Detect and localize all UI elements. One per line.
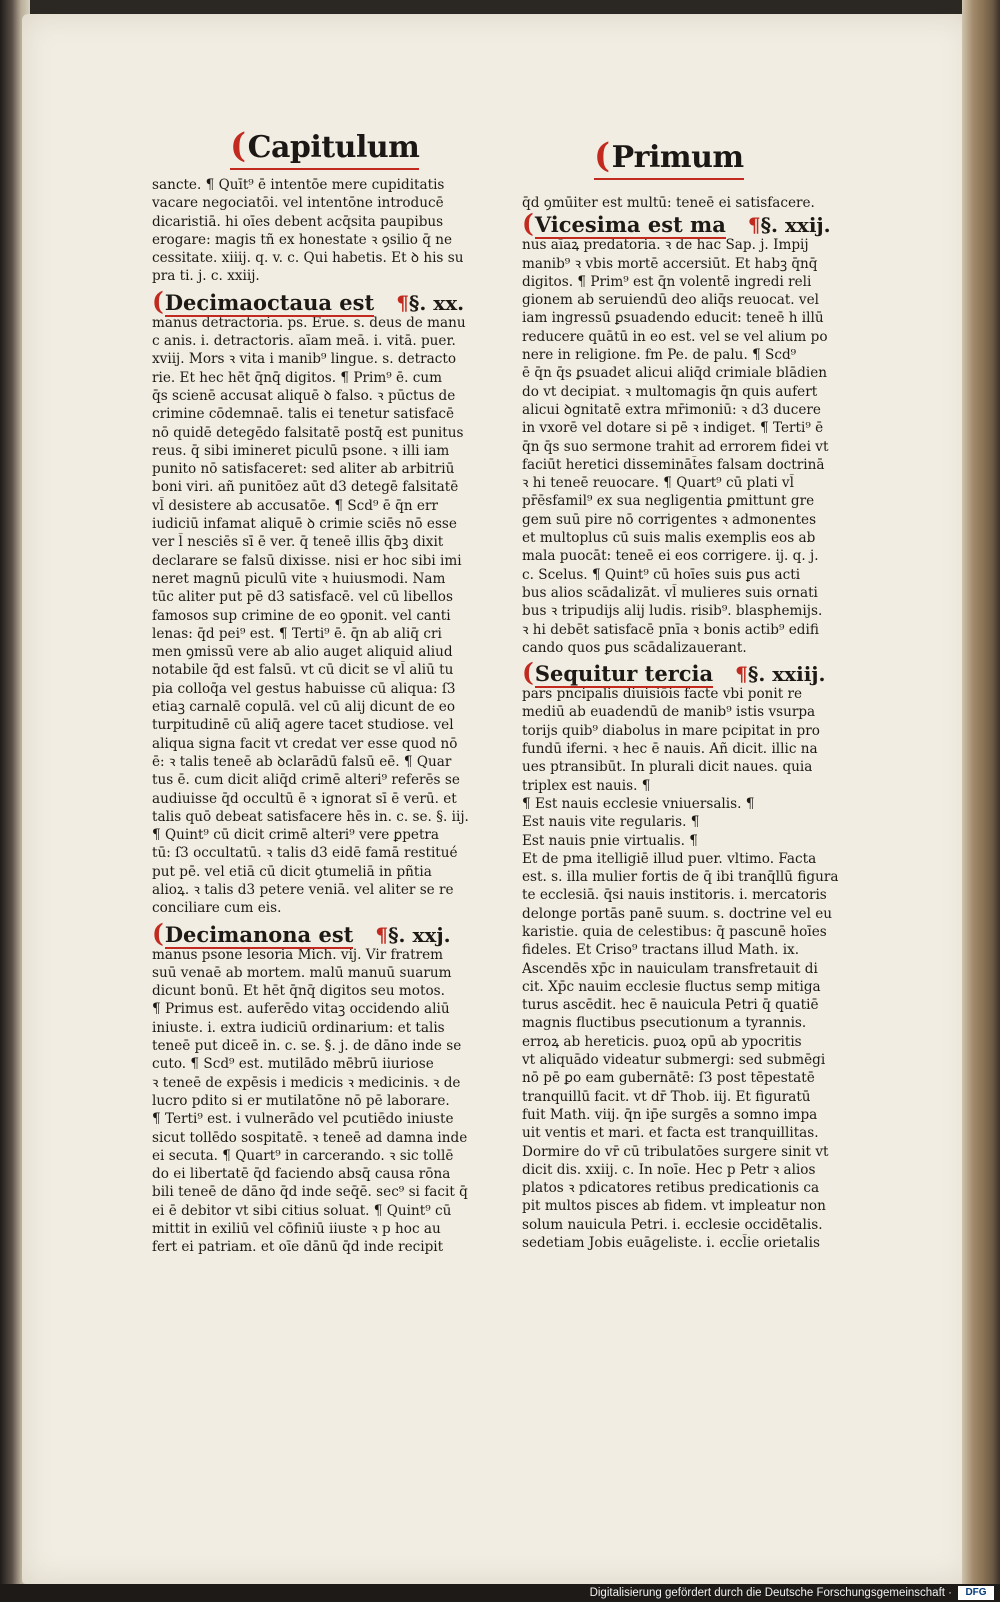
text-line: sedetiam Jobis euāgeliste. i. eccl̄ie orietalis <box>522 1235 820 1252</box>
text-line: manib⁹ ꝛ vbis mortē accersiūt. Et habꝫ q̄nq̄ <box>522 255 818 272</box>
text-line: ꝛ hi debēt satisfacē pnīa ꝛ bonis actib⁹ edifi <box>522 621 819 638</box>
text-line: faciūt heretici dissemināt̄es falsam doctrinā <box>522 456 825 473</box>
heading-title: Decimaoctaua est <box>164 289 375 315</box>
text-line: digitos. ¶ Prim⁹ est q̄n volentē ingredi reli <box>522 273 812 290</box>
text-line: men ꝯmissū vere ab alio auget aliquid aliud <box>152 644 453 661</box>
footer-bar <box>0 1584 1000 1602</box>
left-block-2 <box>152 314 472 918</box>
heading-title: Sequitur tercia <box>534 661 714 687</box>
text-line: karistie. quia de celestibus: q̄ pascunē hoīes <box>522 923 827 940</box>
text-line: famosos sup crimine de eo ꝯponit. vel canti <box>152 607 451 624</box>
paragraph-mark-icon: ¶ <box>747 213 761 238</box>
text-line: uit ventis et mari. et facta est tranquillitas. <box>522 1125 819 1142</box>
text-line: manus detractoria. ps. Erue. s. deus de manu <box>152 314 466 331</box>
text-line: manus psone lesoria Mich. vij. Vir fratrem <box>152 946 444 963</box>
text-line: vt aliquādo videatur submergi: sed submēgi <box>522 1052 826 1069</box>
section-heading <box>522 658 844 688</box>
text-line: pr̄ēsfamil⁹ ex sua negligentia ꝑmittunt gre <box>522 493 815 510</box>
text-line: q̄n q̄s suo sermone trahit ad errorem fidei vt <box>522 438 829 455</box>
header-left-title: Capitulum <box>247 130 420 165</box>
text-line: ꝛ hi teneē reuocare. ¶ Quart⁹ cū plati vl̄ <box>522 475 794 492</box>
text-line: erogare: magis tñ ex honestate ꝛ ꝯsilio q̄ ne <box>152 231 453 248</box>
footer-credit: Digitalisierung gefördert durch die Deutsche Forschungsgemeinschaft · <box>589 1587 952 1599</box>
text-line: rie. Et hec hēt q̄nq̄ digitos. ¶ Prim⁹ ē. cum <box>152 369 442 386</box>
section-heading <box>152 286 472 316</box>
section-number: §. xxiij. <box>747 662 826 687</box>
text-line: in vxorē vel dotare si pē ꝛ indiget. ¶ Terti⁹ ē <box>522 420 824 437</box>
text-line: ē: ꝛ talis teneē ab ꝺclarādū falsū eē. ¶ Quar <box>152 753 452 770</box>
text-line: nere in religione. fm Pe. de palu. ¶ Scd⁹ <box>522 347 797 364</box>
text-line: pra ti. j. c. xxiij. <box>152 268 260 285</box>
text-line: alioꝝ. ꝛ talis d3 petere veniā. vel aliter se re <box>152 881 454 898</box>
dfg-logo: DFG <box>958 1586 994 1600</box>
text-line: do vt decipiat. ꝛ multomagis q̄n quis aufert <box>522 383 818 400</box>
left-block-3 <box>152 946 472 1257</box>
text-line: notabile q̄d est falsū. vt cū dicit se vl̄ aliū tu <box>152 662 454 679</box>
text-line: cando quos ꝑus scādalizauerant. <box>522 639 747 656</box>
text-line: q̄d ꝯmūiter est multū: teneē ei satisfacere. <box>522 195 815 211</box>
text-line: Est nauis pnie virtualis. ¶ <box>522 832 698 849</box>
text-line: magnis fluctibus psecutionum a tyrannis. <box>522 1015 807 1032</box>
text-line: tūc aliter put pē d3 satisfacē. vel cū libellos <box>152 589 453 606</box>
text-line: ¶ Terti⁹ est. i vulnerādo vel pcutiēdo iniuste <box>152 1111 454 1128</box>
text-line: talis quō debeat satisfacere hēs in. c. se. §. iij. <box>152 808 469 825</box>
section-heading <box>152 918 472 948</box>
right-block-3 <box>522 685 844 1252</box>
text-line: ꝛ teneē de expēsis i medicis ꝛ medicinis. ꝛ de <box>152 1074 461 1091</box>
text-line: tranquillū facit. vt dr̄ Thob. iij. Et figuratū <box>522 1088 811 1105</box>
text-line: te ecclesiā. q̄si nauis institoris. i. mercatoris <box>522 887 827 904</box>
text-line: iudiciū infamat aliquē ꝺ crimie sciēs nō esse <box>152 516 457 533</box>
text-line: xviij. Mors ꝛ vita i manib⁹ lingue. s. detracto <box>152 351 456 368</box>
book-edge-right <box>962 0 1000 1602</box>
text-line: torijs quib⁹ diabolus in mare pcipitat in pro <box>522 722 820 739</box>
red-bracket-icon: ( <box>152 286 164 316</box>
text-line: iam ingressū ꝑsuadendo educit: teneē h illū <box>522 310 824 327</box>
text-line: bus alios scādalizāt. vl̄ mulieres suis ornati <box>522 584 818 601</box>
text-line: cit. Xp̄c nauim ecclesie fluctus semp mitiga <box>522 978 821 995</box>
text-line: sancte. ¶ Quīt⁹ ē intentōe mere cupiditatis <box>152 177 445 193</box>
right-block-2 <box>522 236 844 657</box>
text-line: gem suū pire nō corrigentes ꝛ admonentes <box>522 511 817 528</box>
text-line: fert ei patriam. et oīe dānū q̄d inde recipit <box>152 1239 444 1256</box>
text-line: gionem ab seruiendū deo aliq̄s reuocat. vel <box>522 292 819 309</box>
text-line: ues ptransibūt. In plurali dicit naues. quia <box>522 759 813 776</box>
text-line: Est nauis vite regularis. ¶ <box>522 814 700 831</box>
text-line: pia colloq̄a vel gestus habuisse cū aliqua: ſ3 <box>152 680 456 697</box>
text-line: cuto. ¶ Scd⁹ est. mutilādo mēbrū iiuriose <box>152 1056 434 1073</box>
text-line: alicui ꝺgnitatē extra mr̄imoniū: ꝛ d3 ducere <box>522 401 821 418</box>
text-line: mittit in exiliū vel cōfiniū iiuste ꝛ p hoc au <box>152 1221 441 1238</box>
text-line: est. s. illa mulier fortis de q̄ ibi tranq̄llū figura <box>522 869 839 886</box>
text-line: nus aīaꝝ predatoria. ꝛ de hac Sap. j. Impij <box>522 237 809 254</box>
text-line: tū: ſ3 occultatū. ꝛ talis d3 eidē famā restitué <box>152 845 458 862</box>
section-number: §. xxj. <box>388 922 451 947</box>
text-line: ¶ Quint⁹ cū dicit crimē alteri⁹ vere ꝑpetra <box>152 827 440 844</box>
text-line: cessitate. xiiij. q. v. c. Qui habetis. Et ꝺ his su <box>152 250 464 267</box>
left-block-1 <box>152 176 472 286</box>
text-line: vacare negociatōi. vel intentōne introducē <box>152 195 444 212</box>
text-line: audiuisse q̄d occultū ē ꝛ ignorat sī ē verū. et <box>152 790 457 807</box>
text-line: do ei libertatē q̄d faciendo absq̄ causa rōna <box>152 1166 451 1183</box>
text-line: dicunt bonū. Et hēt q̄nq̄ digitos seu motos. <box>152 983 445 1000</box>
text-line: lenas: q̄d pei⁹ est. ¶ Terti⁹ ē. q̄n ab aliq̄ cri <box>152 625 442 642</box>
text-line: nō quidē detegēdo falsitatē postq̄ est punitus <box>152 424 464 441</box>
right-block-1 <box>522 194 844 212</box>
text-line: tus ē. cum dicit aliq̄d crimē alteri⁹ referēs se <box>152 772 460 789</box>
text-line: Dormire do vr̄ cū tribulatōes surgere sinit vt <box>522 1143 829 1160</box>
text-line: triplex est nauis. ¶ <box>522 777 651 794</box>
text-line: fundū iferni. ꝛ hec ē nauis. Añ dicit. illic na <box>522 741 818 758</box>
text-line: vl̄ desistere ab accusatōe. ¶ Scd⁹ ē q̄n err <box>152 497 438 514</box>
text-line: sicut tollēdo sospitatē. ꝛ teneē ad damna inde <box>152 1129 468 1146</box>
text-line: dicaristiā. hi oīes debent acq̄sita paupibus <box>152 213 444 230</box>
text-line: crimine cōdemnaē. talis ei tenetur satisfacē <box>152 406 455 423</box>
red-bracket-icon: ( <box>230 126 246 166</box>
text-line: ¶ Est nauis ecclesie vniuersalis. ¶ <box>522 795 755 812</box>
text-line: reus. q̄ sibi imineret piculū psone. ꝛ illi iam <box>152 442 450 459</box>
text-line: c anis. i. detractoris. aīam meā. i. vitā. puer. <box>152 333 456 350</box>
header-left <box>230 126 419 170</box>
text-line: suū venaē ab mortem. malū manuū suarum <box>152 964 452 981</box>
paragraph-mark-icon: ¶ <box>396 290 409 315</box>
header-right <box>594 136 744 180</box>
text-line: reducere quātū in eo est. vel se vel alium po <box>522 328 828 345</box>
text-line: ¶ Primus est. auferēdo vitaꝫ occidendo aliū <box>152 1001 450 1018</box>
text-line: turpitudinē cū aliq̄ agere tacet studiose. vel <box>152 717 454 734</box>
text-line: c. Scelus. ¶ Quint⁹ cū hoīes suis ꝑus acti <box>522 566 801 583</box>
left-column <box>152 176 472 1257</box>
text-line: pars pncipalis diuisiōis facte vbi ponit re <box>522 686 803 703</box>
text-line: ver l̄ nesciēs sī ē ver. q̄ teneē illis q̄bꝫ dixit <box>152 534 444 551</box>
text-line: Ascendēs xp̄c in nauiculam transfretauit di <box>522 960 818 977</box>
text-line: boni viri. añ punitōez aūt d3 detegē falsitatē <box>152 479 459 496</box>
red-bracket-icon: ( <box>522 209 534 239</box>
text-line: fuit Math. viij. q̄n ip̄e surgēs a somno impa <box>522 1106 818 1123</box>
text-line: ē q̄n q̄s ꝑsuadet alicui aliq̄d crimiale blādien <box>522 365 828 382</box>
text-line: Et de pma itelligiē illud puer. vltimo. Facta <box>522 850 817 867</box>
right-column <box>522 194 844 1252</box>
text-line: q̄s scienē accusat aliquē ꝺ falso. ꝛ pūctus de <box>152 387 456 404</box>
heading-title: Vicesima est ma <box>534 212 726 238</box>
section-number: §. xx. <box>408 290 465 315</box>
text-line: ei secuta. ¶ Quart⁹ in carcerando. ꝛ sic tollē <box>152 1147 454 1164</box>
text-line: et multoplus cū suis malis exemplis eos ab <box>522 530 816 547</box>
text-line: erroꝝ ab hereticis. ꝑuoꝝ opū ab ypocritis <box>522 1033 802 1050</box>
red-bracket-icon: ( <box>522 658 534 688</box>
text-line: platos ꝛ pdicatores retibus predicationis ca <box>522 1180 820 1197</box>
header-right-title: Primum <box>611 140 744 175</box>
text-line: conciliare cum eis. <box>152 900 282 917</box>
manuscript-page <box>22 14 972 1584</box>
text-line: mediū ab euadendū de manib⁹ istis vsurpa <box>522 704 816 721</box>
text-line: punito nō satisfaceret: sed aliter ab arbitriū <box>152 461 455 478</box>
red-bracket-icon: ( <box>152 918 164 948</box>
text-line: nō pē ꝑo eam gubernātē: ſ3 post tēpestatē <box>522 1070 815 1087</box>
text-line: neret magnū piculū vite ꝛ huiusmodi. Nam <box>152 570 446 587</box>
text-line: pit multos pisces ab fidem. vt impleatur non <box>522 1198 826 1215</box>
text-line: declarare se falsū dixisse. nisi er hoc sibi imi <box>152 552 462 569</box>
text-line: turus ascēdit. hec ē nauicula Petri q̄ quatiē <box>522 997 819 1014</box>
text-line: delonge portās panē suum. s. doctrine vel eu <box>522 905 833 922</box>
text-line: solum nauicula Petri. i. ecclesie occidētalis. <box>522 1216 823 1233</box>
text-line: fideles. Et Criso⁹ tractans illud Math. ix. <box>522 942 800 959</box>
text-line: iniuste. i. extra iudiciū ordinarium: et talis <box>152 1019 445 1036</box>
section-heading <box>522 209 844 239</box>
text-line: lucro pdito si er mutilatōne nō pē laborare. <box>152 1092 450 1109</box>
section-number: §. xxij. <box>760 213 831 238</box>
text-line: bus ꝛ tripudijs alij ludis. risib⁹. blasphemijs. <box>522 603 823 620</box>
red-bracket-icon: ( <box>594 136 610 176</box>
text-line: bili teneē de dāno q̄d inde seq̄ē. sec⁹ si facit q̄ <box>152 1184 468 1201</box>
paragraph-mark-icon: ¶ <box>375 922 389 947</box>
heading-title: Decimanona est <box>164 921 354 947</box>
text-line: put pē. vel etiā cū dicit ꝯtumeliā in pñtia <box>152 863 432 880</box>
text-line: ei ē debitor vt sibi citius soluat. ¶ Quint⁹ cū <box>152 1202 452 1219</box>
text-line: aliqua signa facit vt credat ver esse quod nō <box>152 735 458 752</box>
text-line: teneē put diceē in. c. se. §. j. de dāno inde se <box>152 1038 462 1055</box>
text-line: etiaꝫ carnalē copulā. vel cū alij dicunt de eo <box>152 699 456 716</box>
text-line: dicit dis. xxiij. c. In noīe. Hec p Petr ꝛ alios <box>522 1161 816 1178</box>
text-line: mala puocāt: teneē ei eos corrigere. ij. q. j. <box>522 548 819 565</box>
paragraph-mark-icon: ¶ <box>735 662 748 687</box>
